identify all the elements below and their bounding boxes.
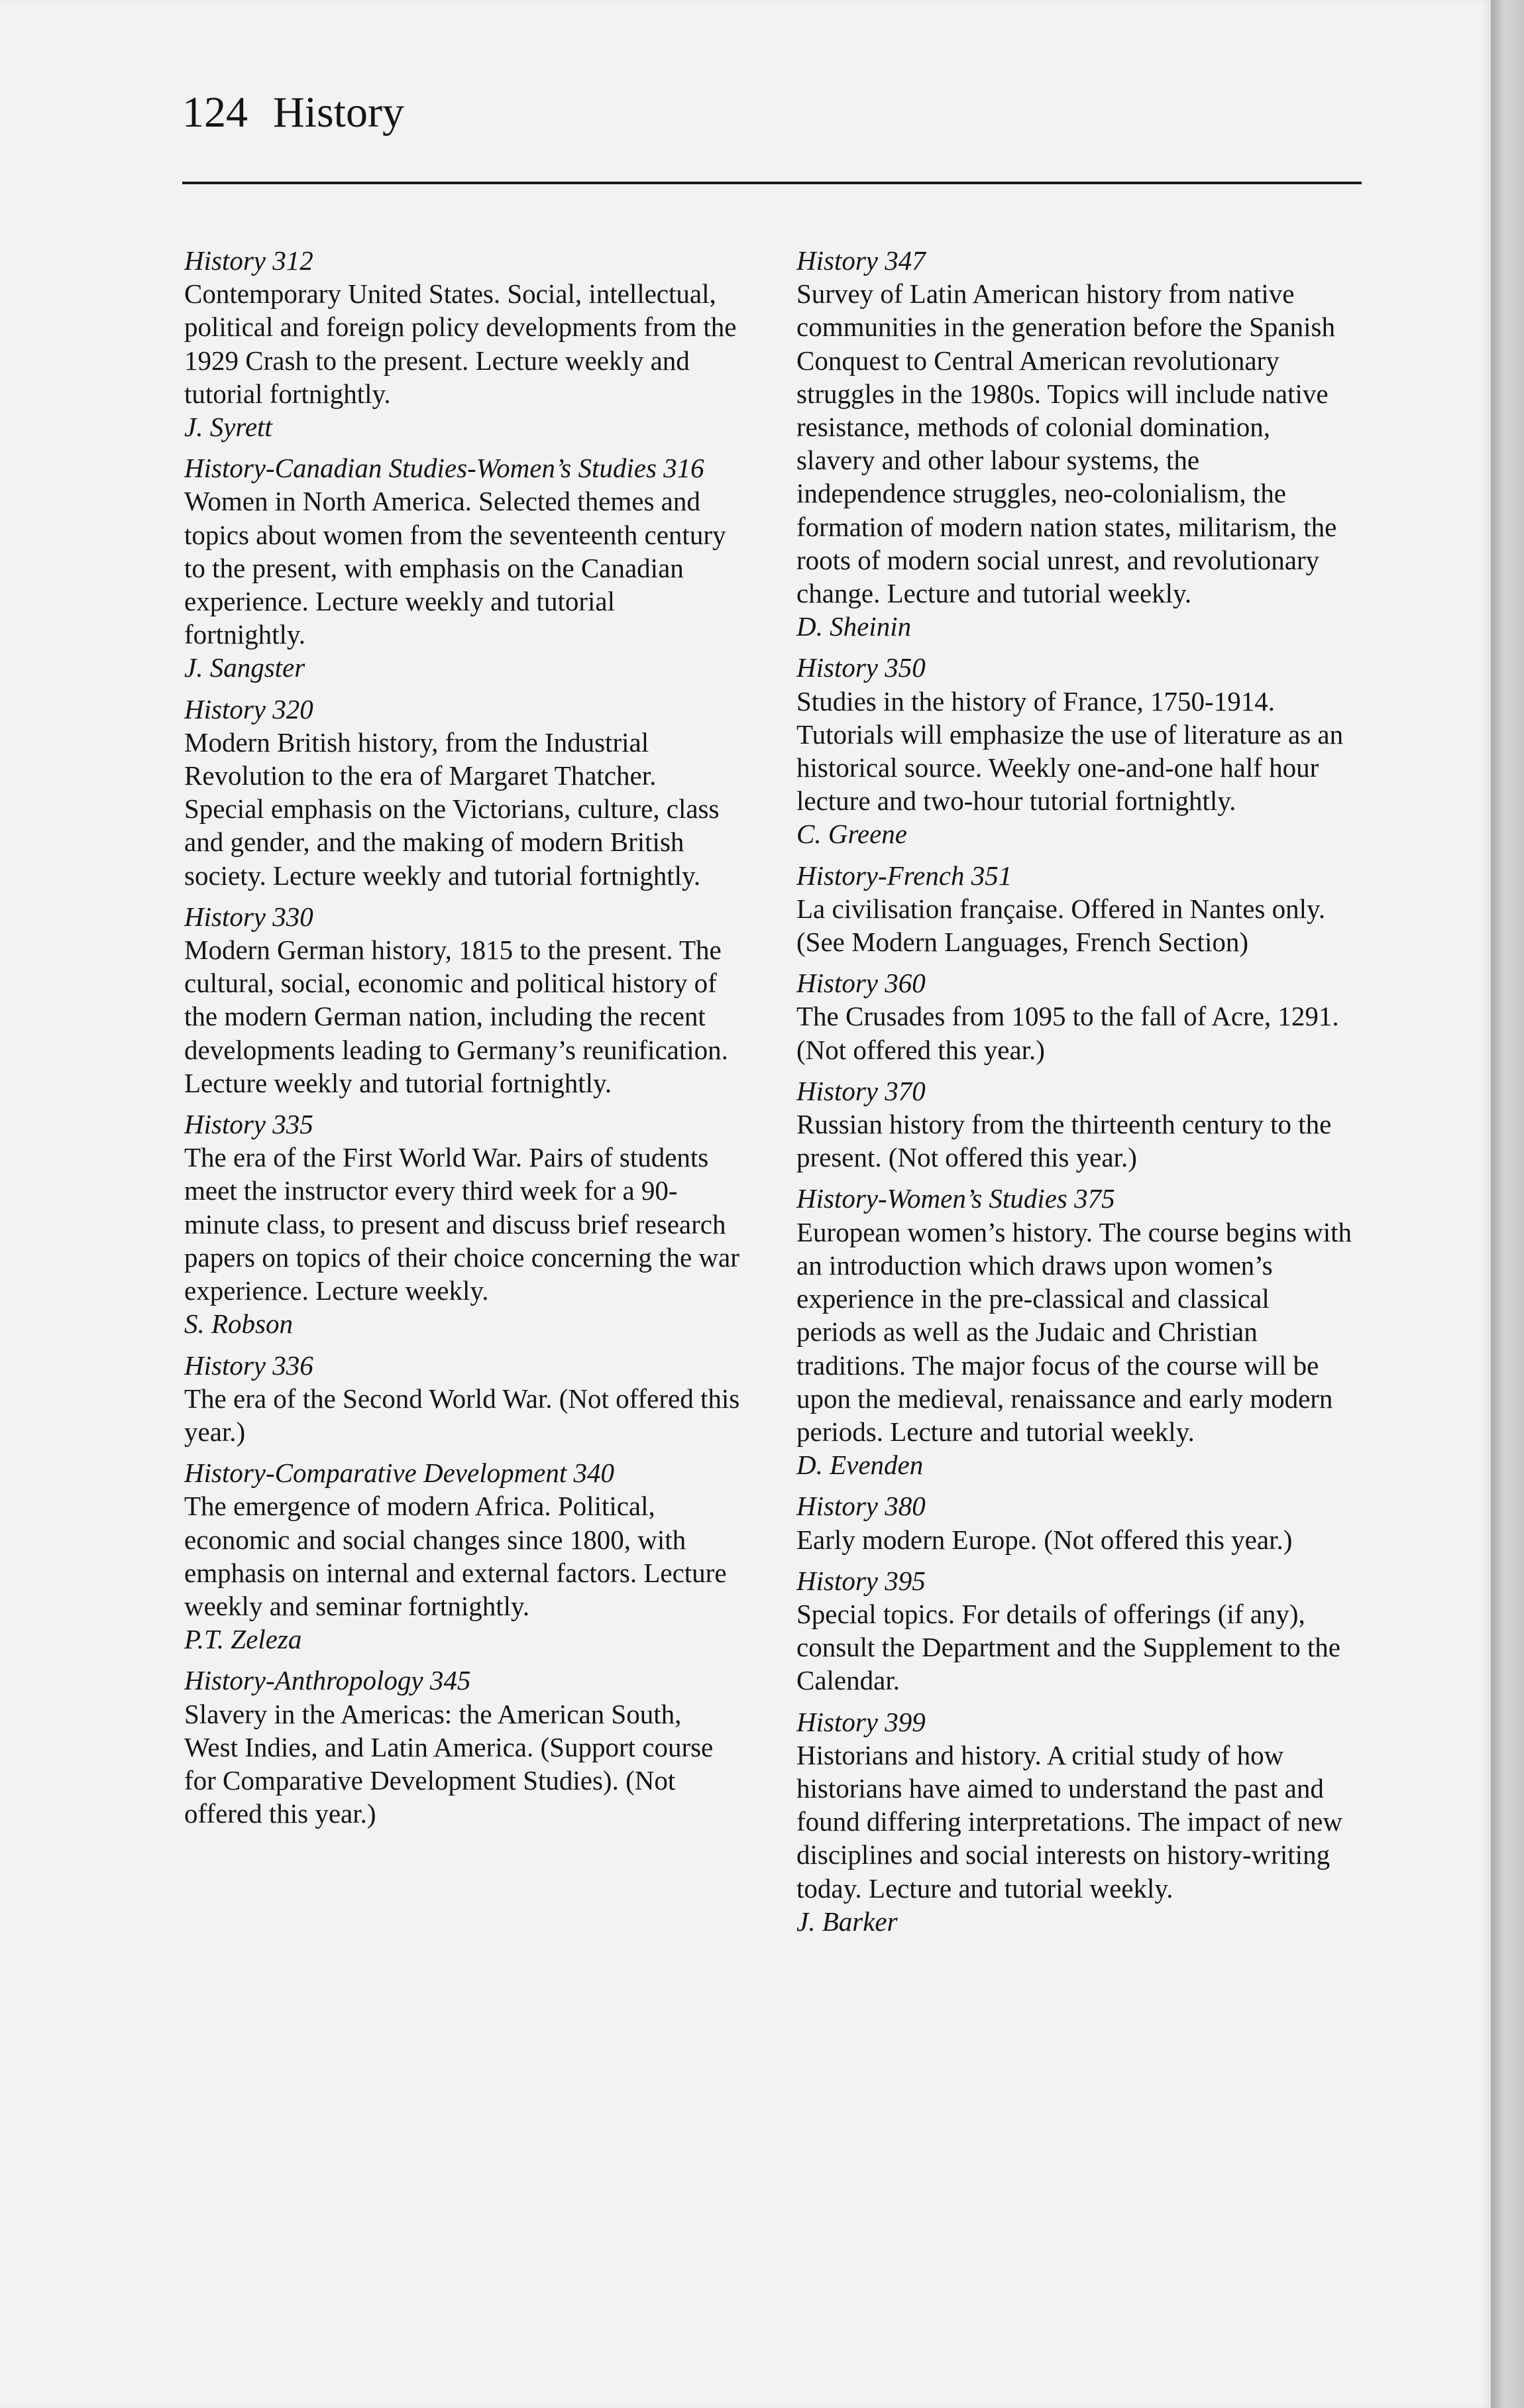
header-rule	[182, 182, 1362, 184]
page-header	[182, 80, 404, 146]
course-instructor: J. Sangster	[184, 652, 305, 683]
course-description: Historians and history. A critial study of how historians have aimed to understand the past and found differing interpretations. The impact of new disciplines and social interests on history-writing today. Lecture and tutorial weekly.	[796, 1739, 1342, 1904]
course-description: Contemporary United States. Social, intellectual, political and foreign policy developments from the 1929 Crash to the present. Lecture weekly and tutorial fortnightly.	[184, 278, 737, 409]
course-code: History 336	[184, 1349, 313, 1381]
course-entry	[796, 1705, 1353, 1938]
left-column	[184, 244, 741, 1838]
course-entry	[796, 1489, 1353, 1556]
right-column	[796, 244, 1353, 1946]
course-instructor: D. Sheinin	[796, 611, 912, 642]
course-entry	[796, 859, 1353, 959]
course-description: European women’s history. The course begins with an introduction which draws upon women’s experience in the pre-classical and classical periods as well as the Judaic and Christian traditions. The major focus of the course will be upon the medieval, renaissance and early modern periods. Lecture and tutorial weekly.	[796, 1216, 1352, 1447]
course-instructor: S. Robson	[184, 1308, 293, 1340]
course-instructor: C. Greene	[796, 819, 907, 850]
page-edge	[1491, 0, 1524, 2408]
course-description: Slavery in the Americas: the American South, West Indies, and Latin America. (Support course for Comparative Development Studies). (Not offered this year.)	[184, 1698, 714, 1829]
course-code: History-Anthropology 345	[184, 1665, 471, 1696]
course-code: History-French 351	[796, 860, 1012, 891]
course-description: Russian history from the thirteenth century to the present. (Not offered this year.)	[796, 1109, 1332, 1173]
course-description: Early modern Europe. (Not offered this year.)	[796, 1524, 1293, 1555]
course-entry	[796, 1564, 1353, 1697]
course-entry	[184, 1456, 741, 1656]
course-entry	[184, 1108, 741, 1340]
course-entry	[184, 451, 741, 684]
course-entry	[184, 900, 741, 1100]
course-description: Survey of Latin American history from native communities in the generation before the Spanish Conquest to Central American revolutionary struggles in the 1980s. Topics will include native resistance, methods of colonial domination, slavery and other labour systems, the independence struggles, neo-colonialism, the formation of modern nation states, militarism, the roots of modern social unrest, and revolutionary change. Lecture and tutorial weekly.	[796, 278, 1337, 609]
course-entry	[796, 651, 1353, 850]
course-instructor: J. Syrett	[184, 412, 272, 443]
course-entry	[184, 1664, 741, 1830]
course-instructor: J. Barker	[796, 1906, 898, 1937]
course-instructor: P.T. Zeleza	[184, 1624, 302, 1655]
course-code: History 312	[184, 245, 313, 276]
course-code: History 335	[184, 1109, 313, 1140]
course-code: History-Comparative Development 340	[184, 1458, 615, 1489]
course-description: The era of the Second World War. (Not offered this year.)	[184, 1383, 740, 1447]
course-code: History-Canadian Studies-Women’s Studies 316	[184, 453, 704, 484]
course-entry	[796, 1074, 1353, 1175]
course-entry	[184, 693, 741, 892]
course-entry	[796, 966, 1353, 1066]
course-code: History 320	[184, 693, 313, 724]
course-code: History 370	[796, 1075, 926, 1106]
course-code: History 330	[184, 901, 313, 932]
course-code: History 350	[796, 652, 926, 683]
course-code: History 395	[796, 1565, 926, 1596]
course-code: History 380	[796, 1491, 926, 1522]
course-description: La civilisation française. Offered in Nantes only. (See Modern Languages, French Section)	[796, 893, 1326, 958]
course-description: Modern German history, 1815 to the present. The cultural, social, economic and political history of the modern German nation, including the recent developments leading to Germany’s reunification. Lecture weekly and tutorial fortnightly.	[184, 935, 728, 1098]
course-entry	[796, 1182, 1353, 1481]
page-number: 124	[182, 88, 248, 137]
course-description: Studies in the history of France, 1750-1914. Tutorials will emphasize the use of literature as an historical source. Weekly one-and-one half hour lecture and two-hour tutorial fortnightly.	[796, 685, 1344, 817]
course-code: History 360	[796, 968, 926, 999]
course-entry	[796, 244, 1353, 643]
course-instructor: D. Evenden	[796, 1450, 924, 1481]
course-description: The era of the First World War. Pairs of students meet the instructor every third week for a 90-minute class, to present and discuss brief research papers on topics of their choice concerning the war experience. Lecture weekly.	[184, 1142, 739, 1306]
course-code: History 399	[796, 1706, 926, 1737]
course-entry	[184, 1349, 741, 1449]
course-description: The Crusades from 1095 to the fall of Acre, 1291. (Not offered this year.)	[796, 1001, 1339, 1065]
course-description: Women in North America. Selected themes and topics about women from the seventeenth century to the present, with emphasis on the Canadian experience. Lecture weekly and tutorial fortnightly.	[184, 486, 726, 650]
course-code: History-Women’s Studies 375	[796, 1183, 1115, 1214]
course-description: Modern British history, from the Industrial Revolution to the era of Margaret Thatcher. Special emphasis on the Victorians, culture, class and gender, and the making of modern British society. Lecture weekly and tutorial fortnightly.	[184, 726, 720, 891]
course-description: Special topics. For details of offerings (if any), consult the Department and the Supplement to the Calendar.	[796, 1598, 1340, 1696]
section-title: History	[273, 88, 404, 137]
course-code: History 347	[796, 245, 926, 276]
course-description: The emergence of modern Africa. Political, economic and social changes since 1800, with emphasis on internal and external factors. Lecture weekly and seminar fortnightly.	[184, 1491, 727, 1621]
course-entry	[184, 244, 741, 443]
